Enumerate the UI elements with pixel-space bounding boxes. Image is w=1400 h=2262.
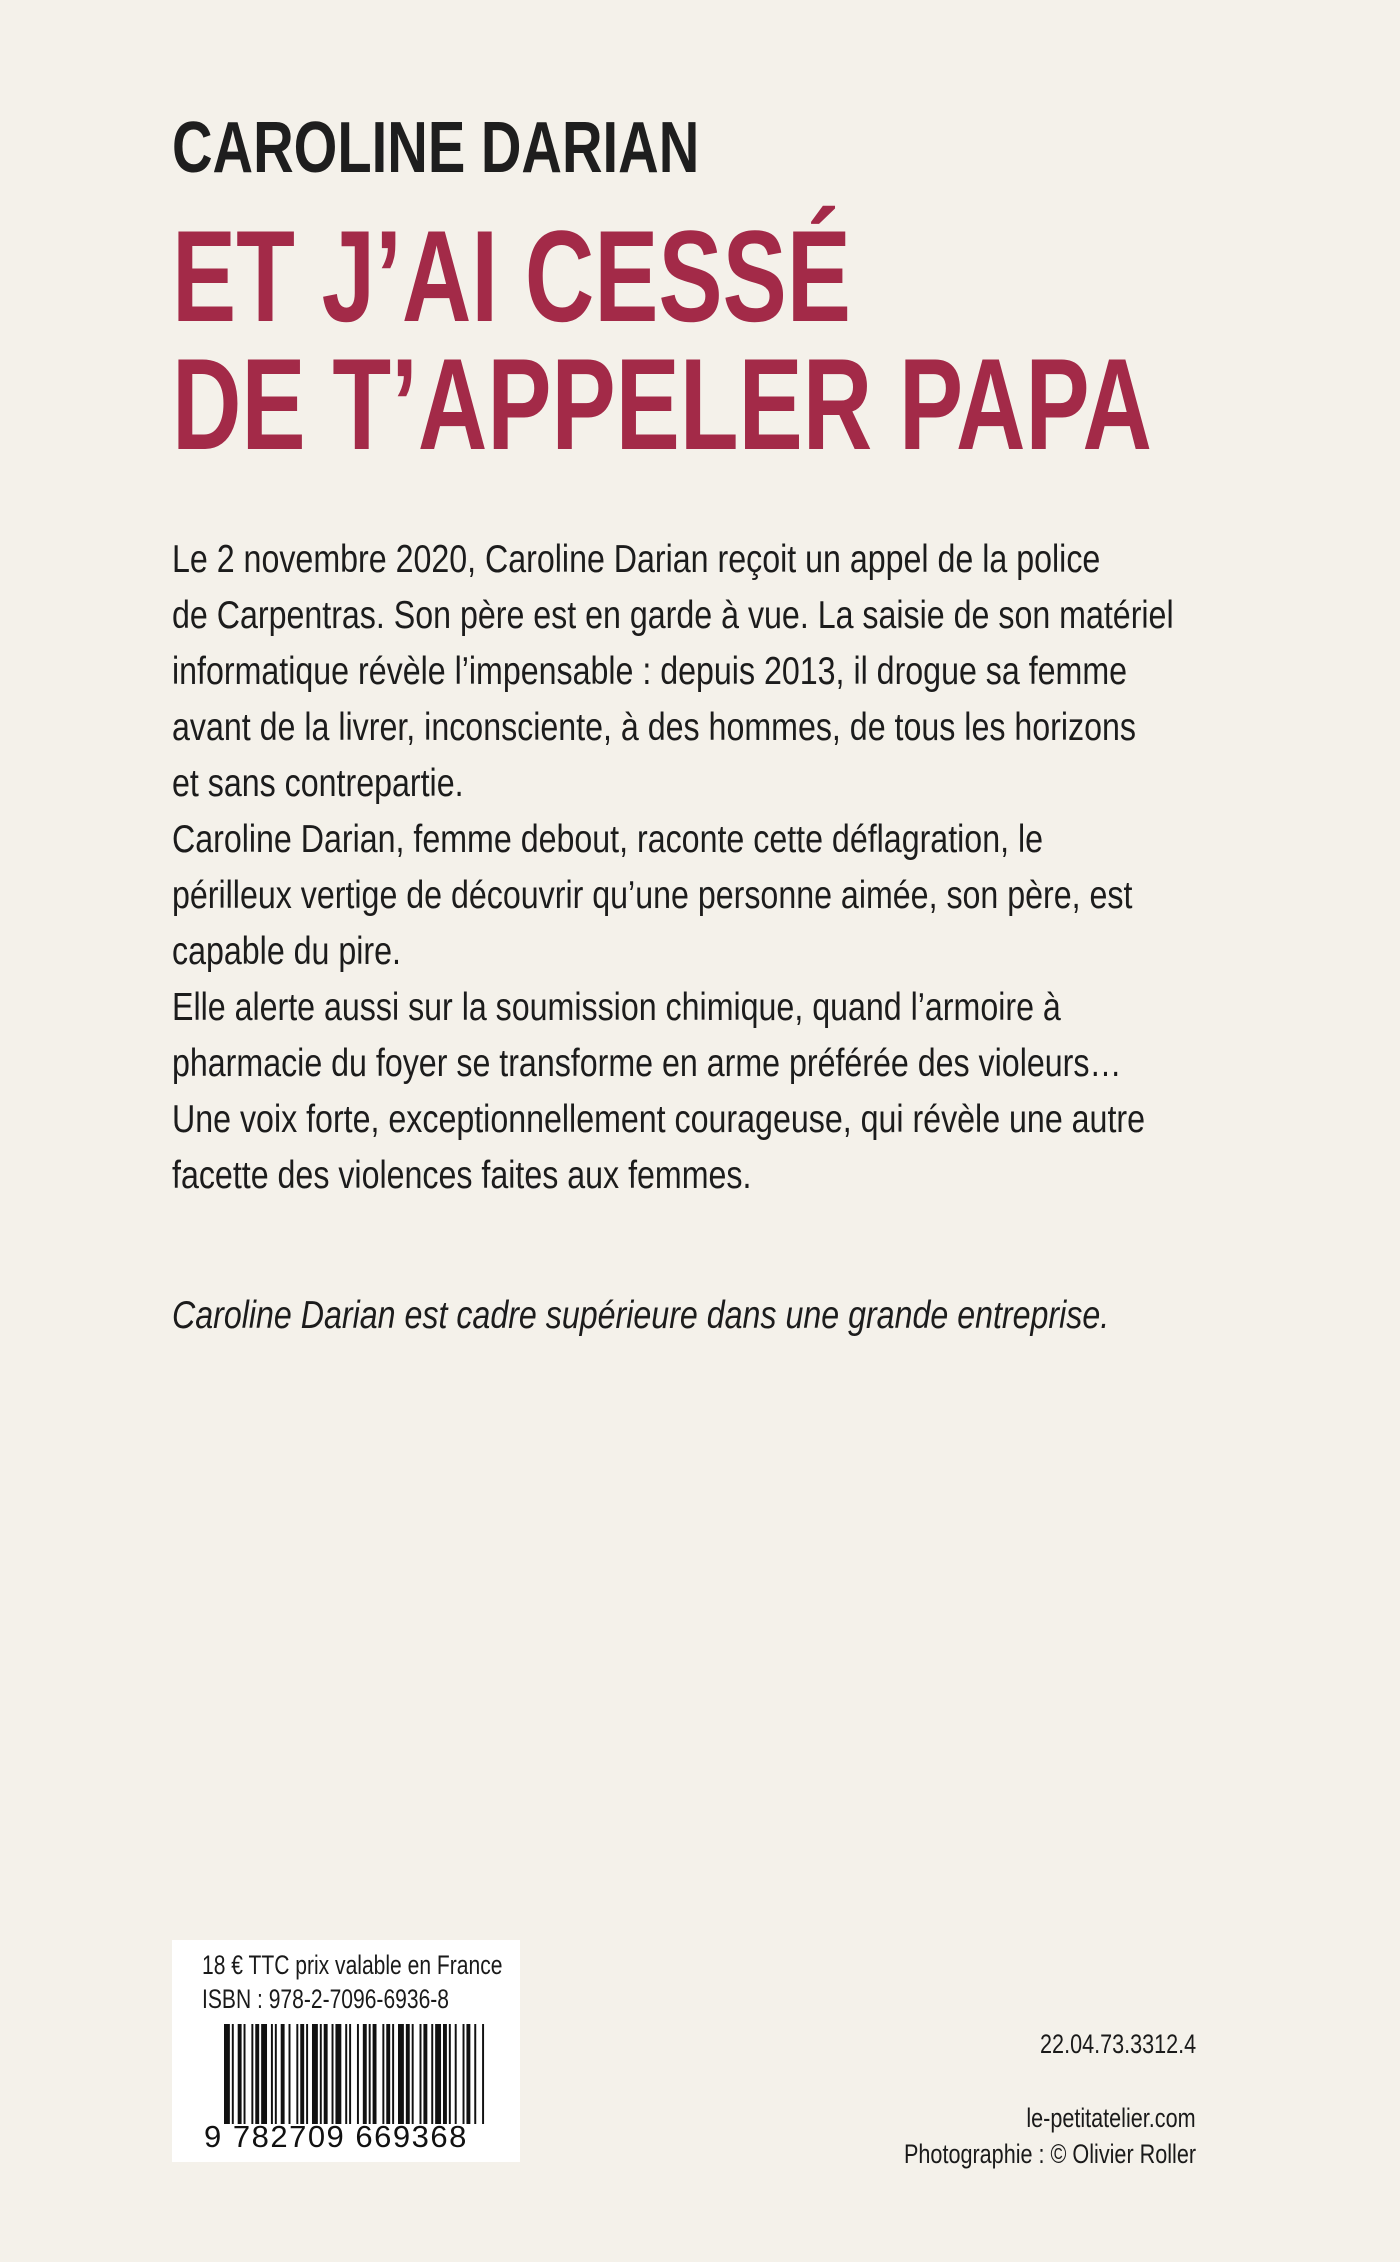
barcode-digits: 9 782709 669368: [204, 2119, 468, 2154]
isbn-label: ISBN : 978-2-7096-6936-8: [202, 1984, 450, 2014]
price-isbn-text: [202, 1948, 502, 2016]
publisher-website: le-petitatelier.com: [1026, 2103, 1196, 2133]
price-isbn-box: [172, 1940, 520, 2162]
price-label: 18 € TTC prix valable en France: [202, 1950, 503, 1980]
blurb-line: Caroline Darian, femme debout, raconte cette déflagration, le: [172, 818, 1044, 861]
product-code: 22.04.73.3312.4: [1039, 2029, 1196, 2059]
blurb-line: capable du pire.: [172, 930, 401, 973]
blurb-line: et sans contrepartie.: [172, 762, 464, 805]
blurb-line: facette des violences faites aux femmes.: [172, 1154, 752, 1197]
book-title-line-1: ET J’AI CESSÉ: [172, 203, 851, 349]
blurb-line: informatique révèle l’impensable : depuis 2013, il drogue sa femme: [172, 650, 1128, 693]
author-name: CAROLINE DARIAN: [172, 108, 700, 188]
author-bio: Caroline Darian est cadre supérieure dans une grande entreprise.: [172, 1294, 1110, 1337]
blurb-line: Elle alerte aussi sur la soumission chimique, quand l’armoire à: [172, 986, 1061, 1029]
book-title: [172, 203, 1152, 477]
barcode-icon: [224, 2024, 486, 2124]
blurb-line: avant de la livrer, inconsciente, à des hommes, de tous les horizons: [172, 706, 1136, 749]
blurb-line: Le 2 novembre 2020, Caroline Darian reçoit un appel de la police: [172, 538, 1101, 581]
blurb-line: Une voix forte, exceptionnellement courageuse, qui révèle une autre: [172, 1098, 1145, 1141]
blurb-line: périlleux vertige de découvrir qu’une personne aimée, son père, est: [172, 874, 1133, 917]
photo-credit: Photographie : © Olivier Roller: [903, 2139, 1196, 2169]
blurb-line: de Carpentras. Son père est en garde à vue. La saisie de son matériel: [172, 594, 1174, 637]
back-cover-blurb: [172, 532, 1203, 1204]
blurb-line: pharmacie du foyer se transforme en arme préférée des violeurs…: [172, 1042, 1122, 1085]
book-title-line-2: DE T’APPELER PAPA: [172, 331, 1152, 477]
